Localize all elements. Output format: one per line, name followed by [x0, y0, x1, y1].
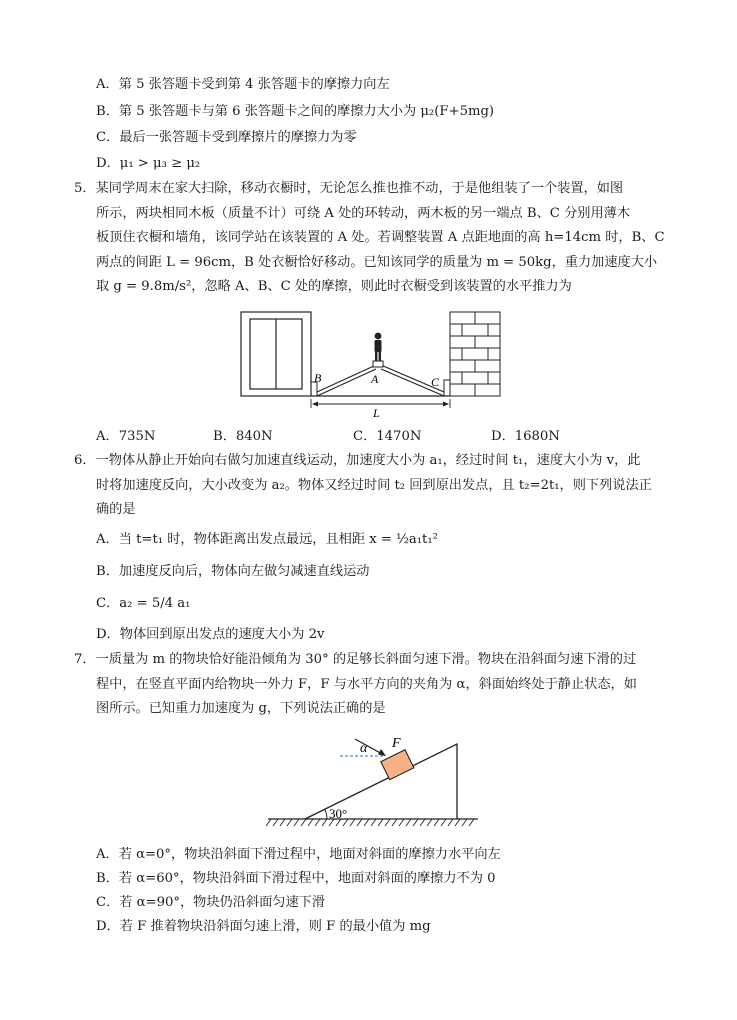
q5-option-a: A．735N — [96, 429, 156, 444]
q5-figure-wardrobe-device — [238, 308, 508, 420]
q7-stem-line1: 7．一质量为 m 的物块恰好能沿倾角为 30° 的足够长斜面匀速下滑。物块在沿斜面匀速下滑的过 — [74, 652, 637, 667]
person-icon — [375, 333, 382, 361]
q5-stem-line1: 5．某同学周末在家大扫除，移动衣橱时，无论怎么推也推不动，于是他组装了一个装置，如图 — [74, 181, 624, 196]
q4-option-d: D．μ₁ > μ₃ ≥ μ₂ — [96, 156, 201, 171]
q4-option-b: B．第 5 张答题卡与第 6 张答题卡之间的摩擦力大小为 μ₂(F+5mg) — [96, 104, 495, 119]
incline-outline — [305, 744, 457, 819]
label-b: B — [314, 371, 322, 385]
label-c: C — [431, 375, 440, 389]
q6-stem-line1: 6．一物体从静止开始向右做匀加速直线运动，加速度大小为 a₁，经过时间 t₁，速度大小为 v，此 — [74, 453, 641, 468]
ground-hatch — [266, 819, 474, 826]
label-a: A — [371, 372, 379, 386]
q7-stem-line3: 图所示。已知重力加速度为 g，下列说法正确的是 — [96, 701, 386, 716]
label-f: F — [392, 736, 401, 751]
q5-stem-line3: 板顶住衣橱和墙角，该同学站在该装置的 A 处。若调整装置 A 点距地面的高 h=14cm 时，B、C — [96, 230, 665, 245]
dimension-l — [311, 399, 450, 408]
block-c — [444, 380, 450, 396]
q7-figure-incline — [265, 730, 480, 836]
label-alpha: α — [360, 741, 368, 756]
q5-option-c: C．1470N — [353, 429, 422, 444]
q7-option-d: D．若 F 推着物块沿斜面匀速上滑，则 F 的最小值为 mg — [96, 919, 431, 934]
label-l: L — [373, 406, 380, 420]
q6-option-a: A．当 t=t₁ 时，物体距离出发点最远，且相距 x = ½a₁t₁² — [96, 532, 438, 547]
label-angle: 30° — [329, 806, 348, 821]
ring-a — [373, 361, 383, 367]
q5-stem-line4: 两点的间距 L = 96cm，B 处衣橱恰好移动。已知该同学的质量为 m = 50kg，重力加速度大小 — [96, 255, 658, 270]
q5-option-b: B．840N — [213, 429, 273, 444]
q6-option-d: D．物体回到原出发点的速度大小为 2v — [96, 627, 325, 642]
q6-stem-line3: 确的是 — [96, 502, 136, 517]
q4-option-a: A．第 5 张答题卡受到第 4 张答题卡的摩擦力向左 — [96, 77, 390, 92]
q7-option-b: B．若 α=60°，物块沿斜面下滑过程中，地面对斜面的摩擦力不为 0 — [96, 871, 496, 886]
q7-option-a: A．若 α=0°，物块沿斜面下滑过程中，地面对斜面的摩擦力水平向左 — [96, 847, 501, 862]
q6-option-b: B．加速度反向后，物体向左做匀减速直线运动 — [96, 564, 370, 579]
wardrobe — [241, 312, 311, 396]
wooden-boards — [317, 365, 444, 396]
q5-option-d: D．1680N — [491, 429, 560, 444]
q5-stem-line2: 所示，两块相同木板（质量不计）可绕 A 处的环转动，两木板的另一端点 B、C 分别用薄木 — [96, 206, 631, 221]
force-arrowhead — [378, 749, 386, 756]
q7-stem-line2: 程中，在竖直平面内给物块一外力 F，F 与水平方向的夹角为 α，斜面始终处于静止状态，如 — [96, 677, 637, 692]
q6-option-c: C．a₂ = 5/4 a₁ — [96, 596, 191, 611]
brick-wall — [450, 312, 500, 396]
q4-option-c: C．最后一张答题卡受到摩擦片的摩擦力为零 — [96, 130, 357, 145]
q5-stem-line5: 取 g = 9.8m/s²，忽略 A、B、C 处的摩擦，则此时衣橱受到该装置的水平推力为 — [96, 279, 572, 294]
block — [381, 750, 414, 780]
q6-stem-line2: 时将加速度反向，大小改变为 a₂。物体又经过时间 t₂ 回到原出发点，且 t₂=2t₁，则下列说法正 — [96, 478, 652, 493]
q7-option-c: C．若 α=90°，物块仍沿斜面匀速下滑 — [96, 895, 326, 910]
angle-arc — [325, 809, 327, 819]
